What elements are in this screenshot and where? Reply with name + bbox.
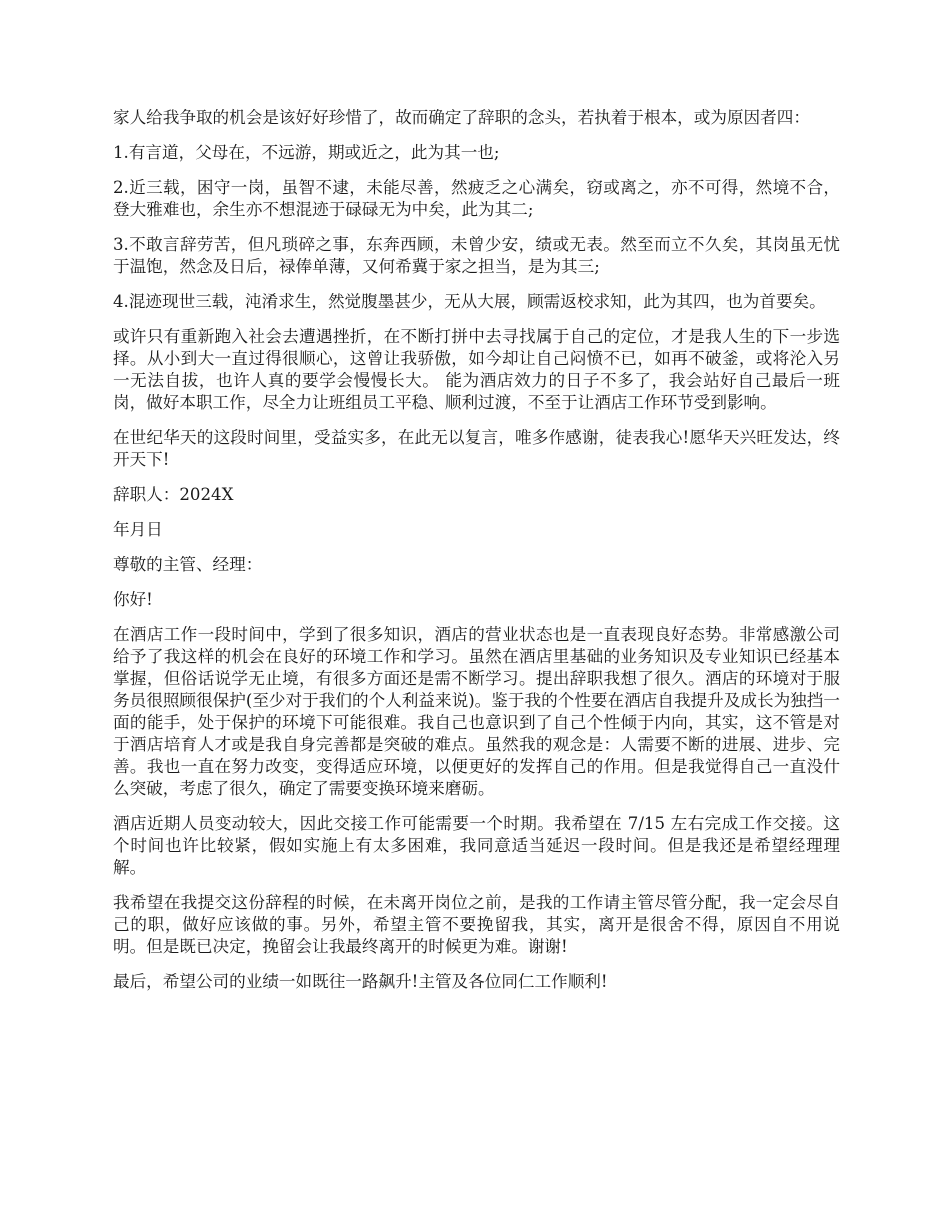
paragraph-reason-1: 1.有言道，父母在，不远游，期或近之，此为其一也; [113,143,500,162]
paragraph-closing: 最后，希望公司的业绩一如既往一路飙升!主管及各位同仁工作顺利! [113,972,608,991]
paragraph-reflection: 或许只有重新跑入社会去遭遇挫折，在不断打拼中去寻找属于自己的定位，才是我人生的下一步选择。从小到大一直过得很顺心，这曾让我骄傲，如今却让自己闷愤不已，如再不破釜，或将沦入另一无法自拔，也许人真的要学会慢慢长大。 能为酒店效力的日子不多了，我会站好自己最后一班岗，做好本职工作，尽全力让班组员工平稳、顺利过渡，不至于让酒店工作环节受到影响。 [113,327,840,412]
signature-line: 辞职人：2024X [113,485,234,504]
greeting: 你好! [113,590,153,609]
salutation: 尊敬的主管、经理： [113,555,263,574]
paragraph-reason-3: 3.不敢言辞劳苦，但凡琐碎之事，东奔西顾，未曾少安，绩或无表。然至而立不久矣，其岗虽无忧于温饱，然念及日后，禄俸单薄，又何希冀于家之担当，是为其三; [113,235,840,276]
paragraph-reason-2: 2.近三载，困守一岗，虽智不逮，未能尽善，然疲乏之心满矣，窃或离之，亦不可得，然境不合，登大雅难也，余生亦不想混迹于碌碌无为中矣，此为其二; [113,178,840,219]
paragraph-handover: 酒店近期人员变动较大，因此交接工作可能需要一个时期。我希望在 7/15 左右完成工作交接。这个时间也许比较紧，假如实施上有太多困难，我同意适当延迟一段时间。但是我还是希望经理理解。 [113,814,840,877]
paragraph-reason-4: 4.混迹现世三载，沌淆求生，然觉腹墨甚少，无从大展，顾需返校求知，此为其四，也为首要矣。 [113,292,826,311]
paragraph-reasons-intro: 家人给我争取的机会是该好好珍惜了，故而确定了辞职的念头，若执着于根本，或为原因者四： [113,108,810,127]
paragraph-body-main: 在酒店工作一段时间中，学到了很多知识，酒店的营业状态也是一直表现良好态势。非常感激公司给予了我这样的机会在良好的环境工作和学习。虽然在酒店里基础的业务知识及专业知识已经基本掌握，但俗话说学无止境，有很多方面还是需不断学习。提出辞职我想了很久。酒店的环境对于服务员很照顾很保护(至少对于我们的个人利益来说)。鉴于我的个性要在酒店自我提升及成长为独挡一面的能手，处于保护的环境下可能很难。我自己也意识到了自己个性倾于内向，其实，这不管是对于酒店培育人才或是我自身完善都是突破的难点。虽然我的观念是：人需要不断的进展、进步、完善。我也一直在努力改变，变得适应环境，以便更好的发挥自己的作用。但是我觉得自己一直没什么突破，考虑了很久，确定了需要变换环境来磨砺。 [113,625,840,798]
paragraph-commitment: 我希望在我提交这份辞程的时候，在未离开岗位之前，是我的工作请主管尽管分配，我一定会尽自己的职，做好应该做的事。另外，希望主管不要挽留我，其实，离开是很舍不得，原因自不用说明。但是既已决定，挽留会让我最终离开的时候更为难。谢谢! [113,893,840,956]
paragraph-thanks: 在世纪华天的这段时间里，受益实多，在此无以复言，唯多作感谢，徒表我心!愿华天兴旺发达，终开天下! [113,428,840,469]
date-line: 年月日 [113,520,163,539]
